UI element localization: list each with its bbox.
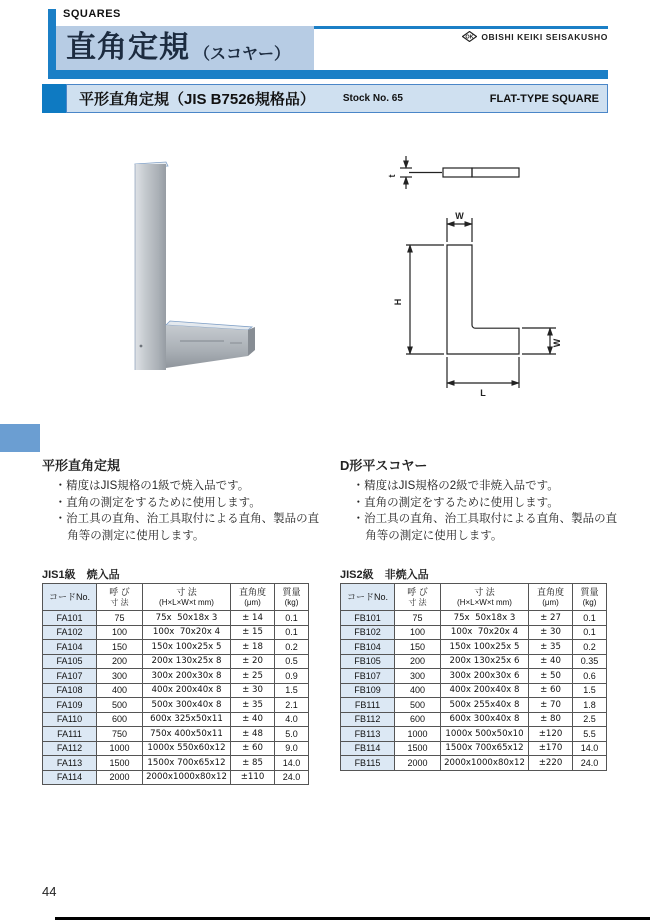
cell-mass: 1.8 xyxy=(573,698,607,713)
cell-code: FB104 xyxy=(341,640,395,655)
header-row xyxy=(341,584,607,611)
table-row xyxy=(43,756,309,771)
cell-mass: 0.2 xyxy=(275,640,309,655)
cell-mass: 2.5 xyxy=(573,712,607,727)
cell-mass: 5.5 xyxy=(573,727,607,742)
cell-code: FB113 xyxy=(341,727,395,742)
bullet-list xyxy=(42,478,322,545)
cell-code: FB115 xyxy=(341,756,395,771)
cell-squareness: ± 15 xyxy=(231,625,275,640)
table-row xyxy=(43,611,309,626)
column-header-mass: 質量 (kg) xyxy=(573,584,607,611)
cell-squareness: ± 48 xyxy=(231,727,275,742)
table-row xyxy=(341,683,607,698)
table-row xyxy=(341,654,607,669)
cell-squareness: ± 35 xyxy=(231,698,275,713)
header-row xyxy=(43,584,309,611)
description-d-type-square xyxy=(340,455,620,545)
cell-mass: 0.1 xyxy=(573,625,607,640)
cell-dims: 2000x1000x80x12 xyxy=(441,756,529,771)
table-row xyxy=(341,669,607,684)
cell-nominal: 600 xyxy=(97,712,143,727)
cell-dims: 150x 100x25x 5 xyxy=(143,640,231,655)
cell-dims: 600x 300x40x 8 xyxy=(441,712,529,727)
cell-squareness: ±220 xyxy=(529,756,573,771)
cell-mass: 9.0 xyxy=(275,741,309,756)
cell-squareness: ± 60 xyxy=(231,741,275,756)
table-row xyxy=(341,640,607,655)
page-bottom-rule xyxy=(55,917,650,920)
dim-label-w-right: W xyxy=(552,338,562,348)
bullet-list xyxy=(340,478,620,545)
cell-nominal: 600 xyxy=(395,712,441,727)
cell-mass: 2.1 xyxy=(275,698,309,713)
table-row xyxy=(43,654,309,669)
bullet-item: ・直角の測定をするために使用します。 xyxy=(54,496,261,509)
cell-mass: 0.2 xyxy=(573,640,607,655)
table-row xyxy=(341,727,607,742)
cell-dims: 1500x 700x65x12 xyxy=(441,741,529,756)
cell-mass: 5.0 xyxy=(275,727,309,742)
cell-dims: 75x 50x18x 3 xyxy=(441,611,529,626)
cell-squareness: ± 50 xyxy=(529,669,573,684)
cell-dims: 1000x 550x60x12 xyxy=(143,741,231,756)
table-row xyxy=(341,741,607,756)
cell-nominal: 1500 xyxy=(97,756,143,771)
cell-nominal: 1000 xyxy=(97,741,143,756)
section-tab-marker xyxy=(0,424,40,452)
cell-dims: 1500x 700x65x12 xyxy=(143,756,231,771)
cell-dims: 600x 325x50x11 xyxy=(143,712,231,727)
cell-squareness: ± 25 xyxy=(231,669,275,684)
cell-code: FB114 xyxy=(341,741,395,756)
cell-mass: 0.9 xyxy=(275,669,309,684)
column-header-nominal: 呼 び 寸 法 xyxy=(395,584,441,611)
cell-squareness: ± 14 xyxy=(231,611,275,626)
cell-nominal: 200 xyxy=(97,654,143,669)
cell-code: FA108 xyxy=(43,683,97,698)
cell-dims: 150x 100x25x 5 xyxy=(441,640,529,655)
cell-squareness: ± 18 xyxy=(231,640,275,655)
cell-mass: 14.0 xyxy=(275,756,309,771)
table-row xyxy=(43,770,309,785)
cell-code: FA105 xyxy=(43,654,97,669)
cell-code: FB105 xyxy=(341,654,395,669)
cell-mass: 0.35 xyxy=(573,654,607,669)
cell-nominal: 75 xyxy=(97,611,143,626)
engraving-mark xyxy=(180,340,224,342)
cell-code: FB112 xyxy=(341,712,395,727)
cell-nominal: 300 xyxy=(395,669,441,684)
table-row xyxy=(341,698,607,713)
cell-dims: 200x 130x25x 6 xyxy=(441,654,529,669)
column-header-nominal: 呼 び 寸 法 xyxy=(97,584,143,611)
cell-squareness: ± 35 xyxy=(529,640,573,655)
cell-dims: 75x 50x18x 3 xyxy=(143,611,231,626)
cell-dims: 400x 200x40x 8 xyxy=(441,683,529,698)
cell-squareness: ± 40 xyxy=(529,654,573,669)
cell-nominal: 100 xyxy=(395,625,441,640)
column-header-squareness: 直角度 (μm) xyxy=(529,584,573,611)
bullet-item: ・治工具の直角、治工具取付による直角、製品の直角等の測定に使用します。 xyxy=(352,513,618,543)
description-flat-square xyxy=(42,455,322,545)
pin-mark xyxy=(140,345,143,348)
column-header-dims: 寸 法 (H×L×W×t mm) xyxy=(441,584,529,611)
table-row xyxy=(43,683,309,698)
cell-code: FA104 xyxy=(43,640,97,655)
cell-dims: 2000x1000x80x12 xyxy=(143,770,231,785)
cell-nominal: 500 xyxy=(97,698,143,713)
cell-nominal: 2000 xyxy=(97,770,143,785)
svg-text:OK: OK xyxy=(465,34,474,41)
table-row xyxy=(341,712,607,727)
header-top-rule xyxy=(314,26,608,29)
cell-squareness: ±170 xyxy=(529,741,573,756)
cell-squareness: ± 30 xyxy=(529,625,573,640)
cell-squareness: ± 80 xyxy=(529,712,573,727)
cell-dims: 750x 400x50x11 xyxy=(143,727,231,742)
section-title: D形平スコヤー xyxy=(340,458,428,473)
obishi-diamond-icon xyxy=(462,31,477,42)
cell-nominal: 750 xyxy=(97,727,143,742)
spec-table-jis1 xyxy=(42,583,309,785)
cell-code: FB111 xyxy=(341,698,395,713)
page-title-suffix: （スコヤー） xyxy=(194,45,291,63)
l-square-outline xyxy=(447,245,519,354)
table-row xyxy=(43,741,309,756)
spec-table-jis2 xyxy=(340,583,607,771)
column-header-mass: 質量 (kg) xyxy=(275,584,309,611)
cell-nominal: 200 xyxy=(395,654,441,669)
table-label-jis1: JIS1級 焼入品 xyxy=(42,569,120,581)
column-header-dims: 寸 法 (H×L×W×t mm) xyxy=(143,584,231,611)
cell-nominal: 75 xyxy=(395,611,441,626)
cell-nominal: 150 xyxy=(395,640,441,655)
base-front-face xyxy=(166,325,248,368)
cell-mass: 1.5 xyxy=(275,683,309,698)
cell-mass: 24.0 xyxy=(275,770,309,785)
cell-squareness: ±110 xyxy=(231,770,275,785)
cell-mass: 0.1 xyxy=(275,625,309,640)
table-row xyxy=(43,727,309,742)
blade-front-face xyxy=(135,164,166,370)
dim-label-t: t xyxy=(387,174,397,178)
cell-squareness: ± 40 xyxy=(231,712,275,727)
cell-code: FA109 xyxy=(43,698,97,713)
cell-dims: 100x 70x20x 4 xyxy=(441,625,529,640)
cell-code: FB101 xyxy=(341,611,395,626)
cell-code: FA112 xyxy=(43,741,97,756)
bullet-item: ・精度はJIS規格の2級で非焼入品です。 xyxy=(352,480,559,492)
cell-nominal: 100 xyxy=(97,625,143,640)
bullet-item: ・治工具の直角、治工具取付による直角、製品の直角等の測定に使用します。 xyxy=(54,513,320,543)
cell-dims: 200x 130x25x 8 xyxy=(143,654,231,669)
page-number: 44 xyxy=(42,884,57,899)
column-header-code: コードNo. xyxy=(43,584,97,611)
title-left-stripe xyxy=(48,9,56,70)
cell-nominal: 400 xyxy=(97,683,143,698)
bullet-item: ・精度はJIS規格の1級で焼入品です。 xyxy=(54,480,250,492)
cell-code: FA114 xyxy=(43,770,97,785)
cell-code: FA113 xyxy=(43,756,97,771)
product-photo-flat-square xyxy=(118,148,318,388)
table-row xyxy=(43,625,309,640)
header-blue-bar xyxy=(48,70,608,79)
dim-label-w-top: W xyxy=(455,211,464,221)
cell-squareness: ± 70 xyxy=(529,698,573,713)
cell-dims: 300x 200x30x 6 xyxy=(441,669,529,684)
cell-mass: 0.6 xyxy=(573,669,607,684)
table-row xyxy=(43,712,309,727)
cell-dims: 400x 200x40x 8 xyxy=(143,683,231,698)
table-label-jis2: JIS2級 非焼入品 xyxy=(340,569,429,581)
section-title: 平形直角定規 xyxy=(42,458,121,473)
table-row xyxy=(43,640,309,655)
category-eyebrow: SQUARES xyxy=(63,8,121,20)
base-end-face xyxy=(248,327,255,356)
side-view-block-1 xyxy=(443,168,472,177)
cell-nominal: 150 xyxy=(97,640,143,655)
table-row xyxy=(341,625,607,640)
cell-code: FA102 xyxy=(43,625,97,640)
cell-nominal: 1000 xyxy=(395,727,441,742)
cell-squareness: ± 30 xyxy=(231,683,275,698)
cell-mass: 14.0 xyxy=(573,741,607,756)
dim-label-h: H xyxy=(393,298,403,306)
cell-dims: 100x 70x20x 4 xyxy=(143,625,231,640)
subheader-title-en: FLAT-TYPE SQUARE xyxy=(489,92,599,105)
column-header-code: コードNo. xyxy=(341,584,395,611)
subheader-title: 平形直角定規（JIS B7526規格品） xyxy=(79,91,315,108)
column-header-squareness: 直角度 (μm) xyxy=(231,584,275,611)
dimension-diagram xyxy=(382,150,620,400)
cell-nominal: 1500 xyxy=(395,741,441,756)
dim-label-l: L xyxy=(480,388,486,398)
cell-code: FA101 xyxy=(43,611,97,626)
cell-code: FA110 xyxy=(43,712,97,727)
bullet-item: ・直角の測定をするために使用します。 xyxy=(352,496,559,509)
cell-mass: 0.1 xyxy=(275,611,309,626)
cell-mass: 24.0 xyxy=(573,756,607,771)
page-title xyxy=(56,26,314,70)
cell-code: FB107 xyxy=(341,669,395,684)
company-name: OBISHI KEIKI SEISAKUSHO xyxy=(481,31,608,42)
table-row xyxy=(341,611,607,626)
cell-code: FA107 xyxy=(43,669,97,684)
engraving-mark-2 xyxy=(230,342,242,344)
cell-code: FB109 xyxy=(341,683,395,698)
cell-squareness: ±120 xyxy=(529,727,573,742)
cell-nominal: 400 xyxy=(395,683,441,698)
cell-mass: 4.0 xyxy=(275,712,309,727)
cell-nominal: 2000 xyxy=(395,756,441,771)
page-title-text: 直角定規 xyxy=(66,31,190,64)
cell-squareness: ± 20 xyxy=(231,654,275,669)
subheader-blue-square xyxy=(42,84,66,113)
cell-dims: 300x 200x30x 8 xyxy=(143,669,231,684)
subheader-bar xyxy=(66,84,608,113)
cell-dims: 500x 300x40x 8 xyxy=(143,698,231,713)
cell-code: FB102 xyxy=(341,625,395,640)
cell-squareness: ± 60 xyxy=(529,683,573,698)
cell-code: FA111 xyxy=(43,727,97,742)
cell-nominal: 300 xyxy=(97,669,143,684)
cell-dims: 1000x 500x50x10 xyxy=(441,727,529,742)
stock-number: Stock No. 65 xyxy=(342,93,403,104)
cell-squareness: ± 85 xyxy=(231,756,275,771)
company-logo xyxy=(462,31,608,42)
cell-mass: 0.1 xyxy=(573,611,607,626)
cell-squareness: ± 27 xyxy=(529,611,573,626)
cell-dims: 500x 255x40x 8 xyxy=(441,698,529,713)
side-view-block-2 xyxy=(472,168,519,177)
table-row xyxy=(341,756,607,771)
cell-nominal: 500 xyxy=(395,698,441,713)
cell-mass: 0.5 xyxy=(275,654,309,669)
table-row xyxy=(43,698,309,713)
table-row xyxy=(43,669,309,684)
cell-mass: 1.5 xyxy=(573,683,607,698)
